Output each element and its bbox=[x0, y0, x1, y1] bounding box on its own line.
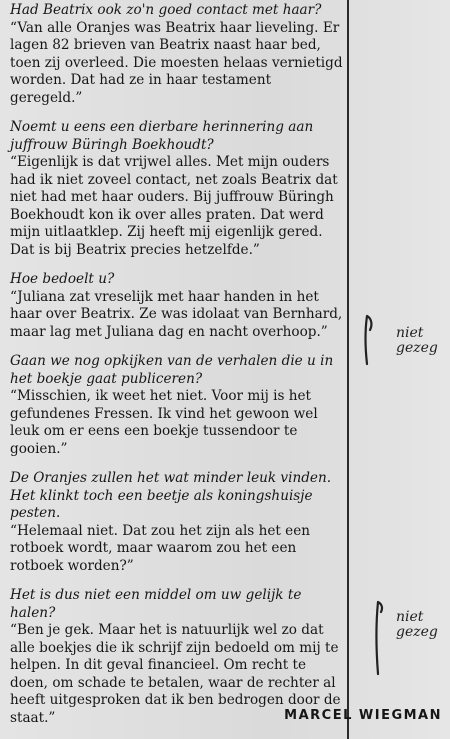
question-3: Hoe bedoelt u? bbox=[10, 271, 115, 287]
answer-3: “Juliana zat vreselijk met haar handen in het haar over Beatrix. Ze was idolaat van Bernhard, maar lag met Juliana dag en nacht overhoop.” bbox=[10, 288, 343, 340]
qa-block-3 bbox=[10, 271, 344, 341]
qa-block-2 bbox=[10, 119, 344, 259]
handwritten-bracket-mark bbox=[356, 312, 378, 368]
question-5: De Oranjes zullen het wat minder leuk vinden. Het klinkt toch een beetje als koningshuisje pesten. bbox=[10, 470, 332, 521]
answer-2: “Eigenlijk is dat vrijwel alles. Met mijn ouders had ik niet zoveel contact, net zoals Beatrix dat niet had met haar ouders. Bij juffrouw Büringh Boekhoudt kon ik over alles praten. Dat werd mijn uitlaatklep. Zij heeft mij eigenlijk gered. Dat is bij Beatrix precies hetzelfde.” bbox=[10, 154, 338, 258]
article-column bbox=[10, 2, 344, 739]
answer-1: “Van alle Oranjes was Beatrix haar lieveling. Er lagen 82 brieven van Beatrix naast haar bed, toen zij overleed. Die moesten helaas vernietigd worden. Dat had ze in haar testament geregeld.” bbox=[10, 19, 343, 106]
answer-6: “Ben je gek. Maar het is natuurlijk wel zo dat alle boekjes die ik schrijf zijn bedoeld om mij te helpen. In dit geval financieel. Om recht te doen, om schade te betalen, waar de rechter al heeft uitgesproken dat ik ben bedrogen door de staat.” bbox=[10, 622, 341, 726]
handwritten-bracket-mark bbox=[368, 598, 388, 678]
answer-5: “Helemaal niet. Dat zou het zijn als het een rotboek wordt, maar waarom zou het een rotboek worden?” bbox=[10, 522, 311, 574]
handwritten-note-1: niet gezeg bbox=[396, 325, 438, 356]
column-rule bbox=[347, 0, 349, 739]
qa-block-4 bbox=[10, 353, 344, 458]
qa-block-6 bbox=[10, 587, 344, 727]
answer-4: “Misschien, ik weet het niet. Voor mij is het gefundenes Fressen. Ik vind het gewoon wel leuk om er eens een boekje tussendoor te gooien.” bbox=[10, 388, 318, 457]
qa-block-1 bbox=[10, 2, 344, 107]
question-1: Had Beatrix ook zo'n goed contact met haar? bbox=[10, 2, 322, 18]
question-4: Gaan we nog opkijken van de verhalen die u in het boekje gaat publiceren? bbox=[10, 353, 334, 387]
qa-block-5 bbox=[10, 470, 344, 575]
question-6: Het is dus niet een middel om uw gelijk te halen? bbox=[10, 587, 302, 621]
handwritten-note-2: niet gezeg bbox=[396, 609, 438, 640]
author-byline: MARCEL WIEGMAN bbox=[284, 708, 442, 723]
question-2: Noemt u eens een dierbare herinnering aan juffrouw Büringh Boekhoudt? bbox=[10, 119, 314, 153]
